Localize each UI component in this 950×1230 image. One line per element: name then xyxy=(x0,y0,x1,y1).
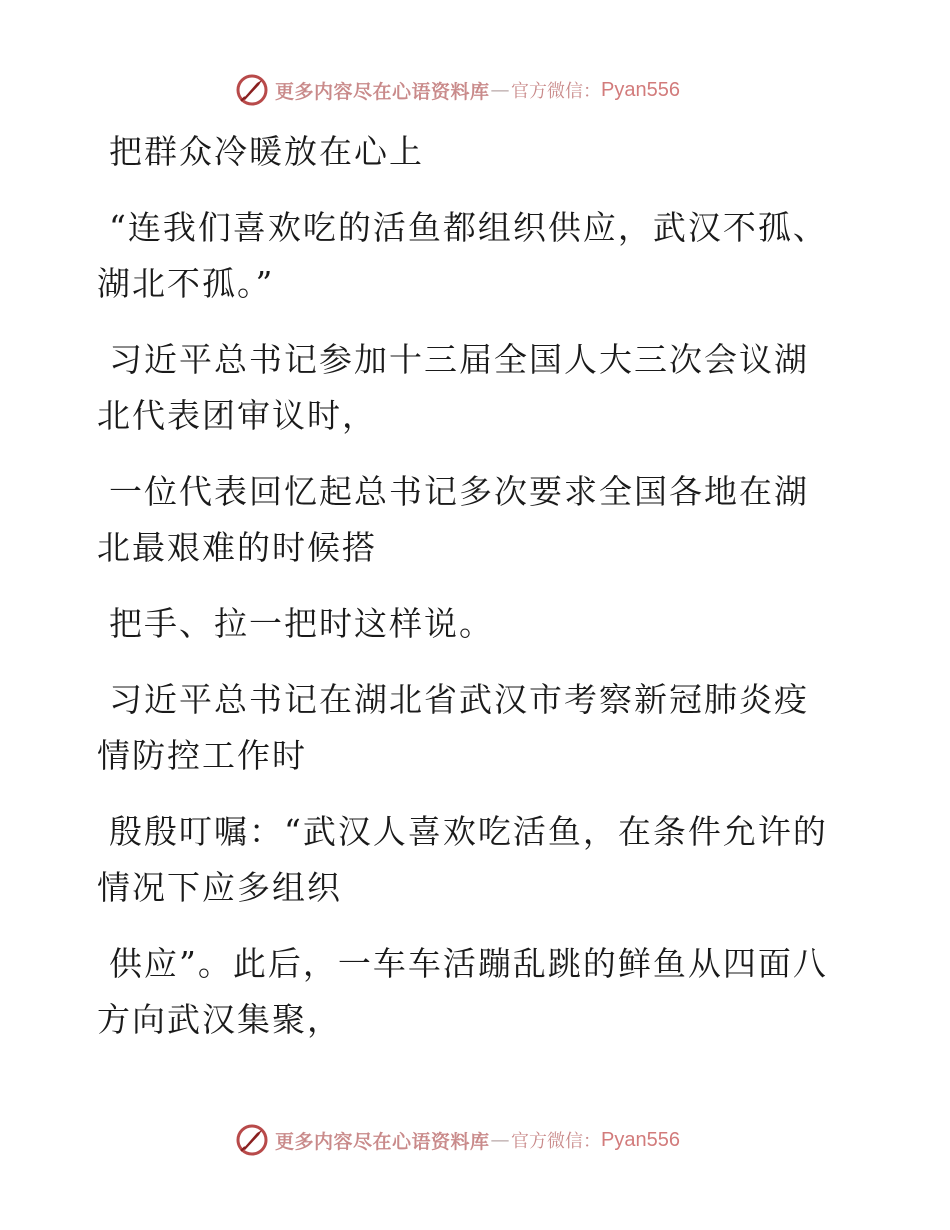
banner-wechat-id: Pyan556 xyxy=(601,1128,680,1151)
quill-pen-logo-icon xyxy=(235,73,269,107)
banner-wechat-label: 官方微信： xyxy=(511,81,602,102)
paragraph: 习近平总书记参加十三届全国人大三次会议湖北代表团审议时， xyxy=(97,340,809,435)
paragraph: 供应”。此后，一车车活蹦乱跳的鲜鱼从四面八方向武汉集聚， xyxy=(97,944,828,1039)
paragraph: 把手、拉一把时这样说。 xyxy=(109,604,494,643)
banner-separator: — xyxy=(490,79,511,101)
banner-wechat-id: Pyan556 xyxy=(601,78,680,101)
banner-separator: — xyxy=(490,1129,511,1151)
document-body xyxy=(97,124,832,1068)
paragraph: “连我们喜欢吃的活鱼都组织供应，武汉不孤、湖北不孤。” xyxy=(97,208,828,303)
footer-banner xyxy=(235,1122,755,1158)
banner-title: 更多内容尽在心语资料库 xyxy=(275,1130,490,1153)
quill-pen-logo-icon xyxy=(235,1123,269,1157)
paragraph: 殷殷叮嘱：“武汉人喜欢吃活鱼，在条件允许的情况下应多组织 xyxy=(97,812,828,907)
paragraph: 把群众冷暖放在心上 xyxy=(109,132,424,171)
banner-title: 更多内容尽在心语资料库 xyxy=(275,80,490,103)
banner-wechat-label: 官方微信： xyxy=(511,1131,602,1152)
header-banner xyxy=(235,72,755,108)
paragraph: 习近平总书记在湖北省武汉市考察新冠肺炎疫情防控工作时 xyxy=(97,680,809,775)
paragraph: 一位代表回忆起总书记多次要求全国各地在湖北最艰难的时候搭 xyxy=(97,472,809,567)
